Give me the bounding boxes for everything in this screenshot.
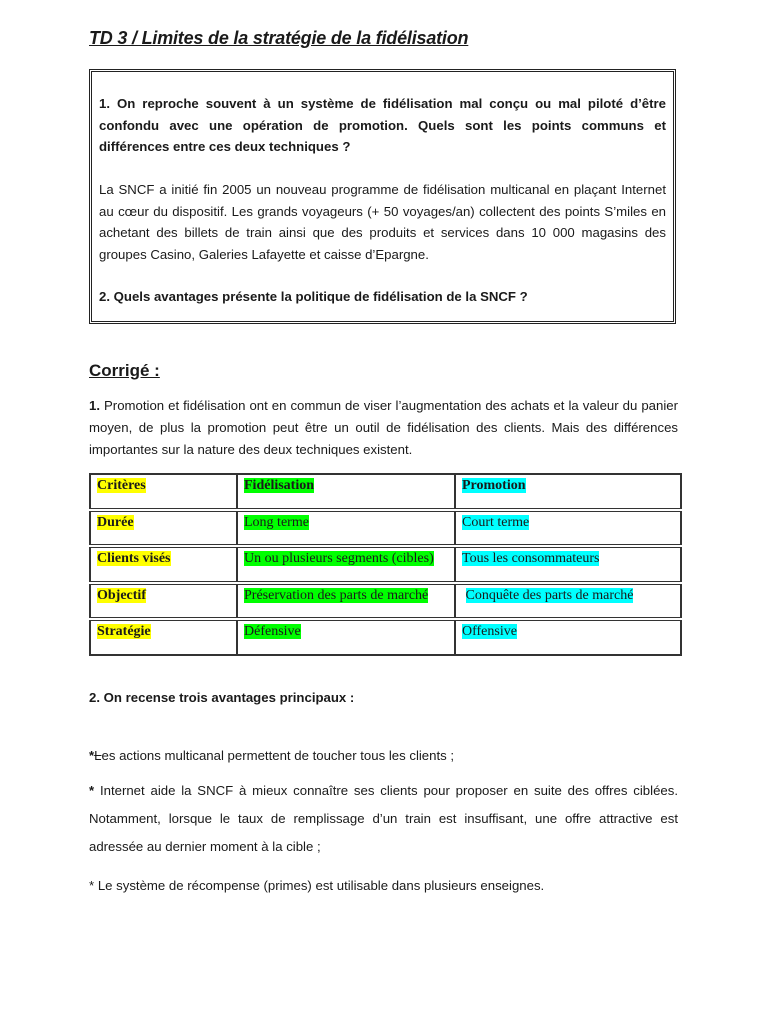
question-1: 1. On reproche souvent à un système de fidélisation mal conçu ou mal piloté d’être confondu avec une opération de promotion. Quels sont les points communs et différences entre ces deux techniques ? — [99, 96, 666, 154]
fidelisation-value: Un ou plusieurs segments (cibles) — [244, 551, 434, 567]
fidelisation-value: Défensive — [244, 623, 301, 639]
answer-1-number: 1. — [89, 398, 100, 413]
bullet-marker: * — [89, 748, 95, 763]
context-paragraph: La SNCF a initié fin 2005 un nouveau programme de fidélisation multicanal en plaçant Internet au cœur du dispositif. Les grands voyageurs (+ 50 voyages/an) collectent des points S’miles en achetant des billets de train ainsi que des produits et services dans 10 000 magasins des groupes Casino, Galeries Lafayette et caisse d’Epargne. — [99, 182, 666, 262]
row-label: Stratégie — [97, 623, 151, 639]
bullet-marker: * — [89, 878, 95, 893]
promotion-value: Tous les consommateurs — [462, 551, 600, 567]
row-label: Durée — [97, 515, 134, 531]
table-cell — [90, 583, 237, 619]
promotion-value: Court terme — [462, 515, 530, 531]
table-row — [90, 583, 681, 619]
table-cell — [237, 619, 455, 655]
table-cell — [455, 619, 681, 655]
list-item — [89, 872, 678, 900]
table-row — [90, 546, 681, 582]
table-cell — [455, 546, 681, 582]
table-cell — [90, 510, 237, 546]
comparison-table — [89, 473, 682, 656]
table-row — [90, 619, 681, 655]
table-row — [90, 510, 681, 546]
struck-letter: L — [94, 748, 102, 763]
table-cell — [90, 474, 237, 510]
answer-2-heading: 2. On recense trois avantages principaux : — [89, 690, 355, 705]
header-criteres: Critères — [97, 478, 146, 493]
table-cell — [455, 510, 681, 546]
table-cell — [237, 474, 455, 510]
list-item — [89, 777, 678, 861]
header-fidelisation: Fidélisation — [244, 478, 315, 493]
row-label: Clients visés — [97, 551, 171, 567]
exercise-box — [89, 69, 676, 324]
answer-1-text: Promotion et fidélisation ont en commun de viser l’augmentation des achats et la valeur du panier moyen, de plus la promotion peut être un outil de fidélisation des clients. Mais des différences importantes sur la nature des deux techniques existent. — [89, 398, 678, 457]
bullet-2-text: Internet aide la SNCF à mieux connaître ses clients pour proposer en suite des offres ciblées. Notamment, lorsque le taux de remplissage d’un train est insuffisant, une offre attractive est adressée au dernier moment à la cible ; — [89, 783, 678, 854]
table-cell — [237, 546, 455, 582]
bullet-1-text: es actions multicanal permettent de toucher tous les clients ; — [101, 748, 455, 763]
table-cell — [455, 583, 681, 619]
promotion-value: Conquête des parts de marché — [465, 587, 634, 603]
table-cell — [90, 546, 237, 582]
header-promotion: Promotion — [462, 478, 526, 493]
table-cell — [237, 583, 455, 619]
question-2: 2. Quels avantages présente la politique de fidélisation de la SNCF ? — [99, 289, 528, 304]
table-header-row — [90, 474, 681, 510]
table-cell — [237, 510, 455, 546]
fidelisation-value: Préservation des parts de marché — [244, 587, 429, 603]
row-label: Objectif — [97, 587, 146, 603]
table-cell — [455, 474, 681, 510]
table-cell — [90, 619, 237, 655]
page-title: TD 3 / Limites de la stratégie de la fidélisation — [89, 28, 469, 48]
corrige-heading: Corrigé : — [89, 361, 160, 380]
list-item — [89, 742, 678, 770]
promotion-value: Offensive — [462, 623, 517, 639]
bullet-3-text: Le système de récompense (primes) est utilisable dans plusieurs enseignes. — [97, 878, 545, 893]
answer-1 — [89, 395, 678, 461]
bullet-marker: * — [89, 783, 95, 798]
fidelisation-value: Long terme — [244, 515, 309, 531]
